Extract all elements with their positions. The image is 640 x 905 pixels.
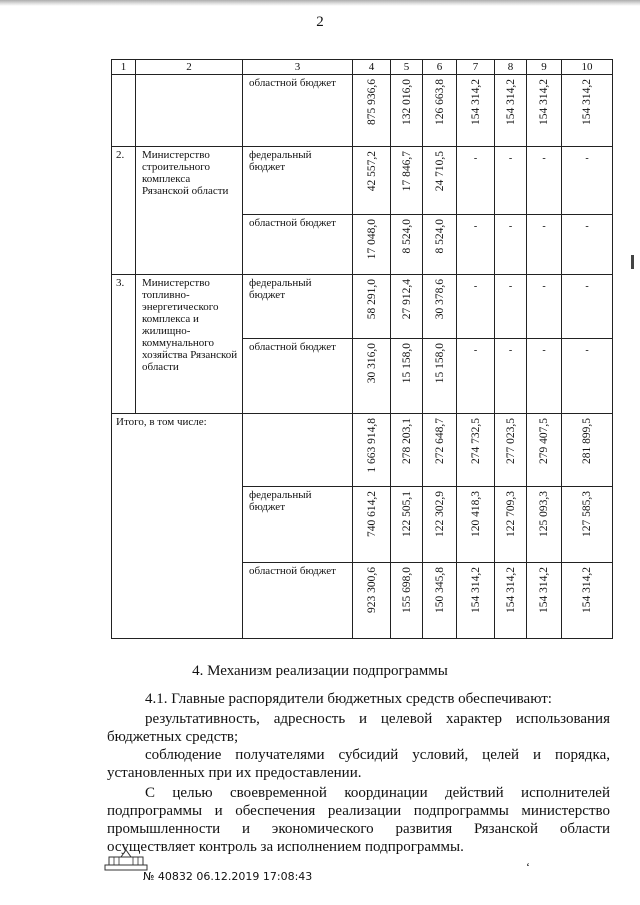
value-cell: 1 663 914,8 xyxy=(353,414,391,487)
dash-cell: - xyxy=(457,275,495,339)
value-cell: 30 378,6 xyxy=(423,275,457,339)
government-seal-icon xyxy=(103,847,149,871)
value-cell: 875 936,6 xyxy=(353,75,391,147)
value-cell: 150 345,8 xyxy=(423,563,457,639)
header-cell: 7 xyxy=(457,60,495,75)
header-cell: 10 xyxy=(562,60,613,75)
value-cell: 27 912,4 xyxy=(391,275,423,339)
value-cell: 154 314,2 xyxy=(562,563,613,639)
value-cell: 122 505,1 xyxy=(391,487,423,563)
value-cell: 122 709,3 xyxy=(495,487,527,563)
header-cell: 2 xyxy=(136,60,243,75)
value-cell: 120 418,3 xyxy=(457,487,495,563)
budget-source-cell: областной бюджет xyxy=(243,215,353,275)
header-cell: 3 xyxy=(243,60,353,75)
header-cell: 1 xyxy=(112,60,136,75)
document-stamp: № 40832 06.12.2019 17:08:43 xyxy=(143,870,313,883)
paragraph-line: соблюдение получателями субсидий условий, целей и порядка, xyxy=(145,747,610,763)
dash-cell: - xyxy=(495,275,527,339)
value-cell: 154 314,2 xyxy=(457,75,495,147)
dash-cell: - xyxy=(457,147,495,215)
row-number-cell xyxy=(112,75,136,147)
dash-cell: - xyxy=(495,339,527,414)
table-row xyxy=(112,147,613,215)
section-title: 4. Механизм реализации подпрограммы xyxy=(192,663,448,679)
dash-cell: - xyxy=(562,339,613,414)
header-cell: 9 xyxy=(527,60,562,75)
value-cell: 58 291,0 xyxy=(353,275,391,339)
paragraph: 4.1. Главные распорядители бюджетных средств обеспечивают: xyxy=(145,691,552,707)
table-row xyxy=(112,75,613,147)
value-cell: 279 407,5 xyxy=(527,414,562,487)
total-label-cell: Итого, в том числе: xyxy=(112,414,243,639)
budget-source-cell xyxy=(243,414,353,487)
value-cell: 154 314,2 xyxy=(495,75,527,147)
handwritten-mark: ʻ xyxy=(526,860,530,874)
header-cell: 4 xyxy=(353,60,391,75)
paragraph-line: установленных при их предоставлении. xyxy=(107,765,362,781)
budget-source-cell: областной бюджет xyxy=(243,339,353,414)
ministry-cell: Министерство строительного комплекса Рязанской области xyxy=(136,147,243,275)
dash-cell: - xyxy=(457,339,495,414)
budget-source-cell: федеральный бюджет xyxy=(243,275,353,339)
value-cell: 274 732,5 xyxy=(457,414,495,487)
page-number: 2 xyxy=(316,14,324,30)
dash-cell: - xyxy=(562,275,613,339)
scan-artifact xyxy=(631,255,634,269)
budget-source-cell: областной бюджет xyxy=(243,75,353,147)
ministry-cell xyxy=(136,75,243,147)
value-cell: 30 316,0 xyxy=(353,339,391,414)
row-number-cell: 3. xyxy=(112,275,136,414)
dash-cell: - xyxy=(457,215,495,275)
value-cell: 24 710,5 xyxy=(423,147,457,215)
value-cell: 15 158,0 xyxy=(391,339,423,414)
dash-cell: - xyxy=(527,339,562,414)
value-cell: 155 698,0 xyxy=(391,563,423,639)
paragraph-line: С целью своевременной координации действий исполнителей xyxy=(145,785,610,801)
dash-cell: - xyxy=(562,147,613,215)
value-cell: 154 314,2 xyxy=(562,75,613,147)
ministry-cell: Министерство топливно-энергетического комплекса и жилищно-коммунального хозяйства Рязанской области xyxy=(136,275,243,414)
value-cell: 281 899,5 xyxy=(562,414,613,487)
paragraph-line: подпрограммы и обеспечения реализации подпрограммы министерство xyxy=(107,803,610,819)
value-cell: 15 158,0 xyxy=(423,339,457,414)
table-row xyxy=(112,275,613,339)
header-cell: 8 xyxy=(495,60,527,75)
dash-cell: - xyxy=(527,275,562,339)
budget-source-cell: федеральный бюджет xyxy=(243,147,353,215)
dash-cell: - xyxy=(562,215,613,275)
value-cell: 8 524,0 xyxy=(423,215,457,275)
value-cell: 278 203,1 xyxy=(391,414,423,487)
value-cell: 122 302,9 xyxy=(423,487,457,563)
budget-source-cell: областной бюджет xyxy=(243,563,353,639)
scan-edge xyxy=(0,0,640,6)
paragraph-line: промышленности и экономического развития Рязанской области xyxy=(107,821,610,837)
dash-cell: - xyxy=(527,147,562,215)
value-cell: 42 557,2 xyxy=(353,147,391,215)
value-cell: 127 585,3 xyxy=(562,487,613,563)
header-cell: 5 xyxy=(391,60,423,75)
dash-cell: - xyxy=(495,147,527,215)
value-cell: 154 314,2 xyxy=(495,563,527,639)
value-cell: 740 614,2 xyxy=(353,487,391,563)
paragraph-line: бюджетных средств; xyxy=(107,729,239,745)
table-header-row xyxy=(112,60,613,75)
value-cell: 132 016,0 xyxy=(391,75,423,147)
row-number-cell: 2. xyxy=(112,147,136,275)
value-cell: 17 846,7 xyxy=(391,147,423,215)
header-cell: 6 xyxy=(423,60,457,75)
budget-table xyxy=(111,59,613,639)
paragraph-line: результативность, адресность и целевой характер использования xyxy=(145,711,610,727)
value-cell: 126 663,8 xyxy=(423,75,457,147)
value-cell: 277 023,5 xyxy=(495,414,527,487)
value-cell: 125 093,3 xyxy=(527,487,562,563)
table-row xyxy=(112,414,613,487)
value-cell: 923 300,6 xyxy=(353,563,391,639)
value-cell: 154 314,2 xyxy=(457,563,495,639)
value-cell: 154 314,2 xyxy=(527,75,562,147)
paragraph-line: осуществляет контроль за исполнением подпрограммы. xyxy=(107,839,464,855)
value-cell: 272 648,7 xyxy=(423,414,457,487)
value-cell: 17 048,0 xyxy=(353,215,391,275)
dash-cell: - xyxy=(527,215,562,275)
dash-cell: - xyxy=(495,215,527,275)
value-cell: 8 524,0 xyxy=(391,215,423,275)
value-cell: 154 314,2 xyxy=(527,563,562,639)
budget-source-cell: федеральный бюджет xyxy=(243,487,353,563)
